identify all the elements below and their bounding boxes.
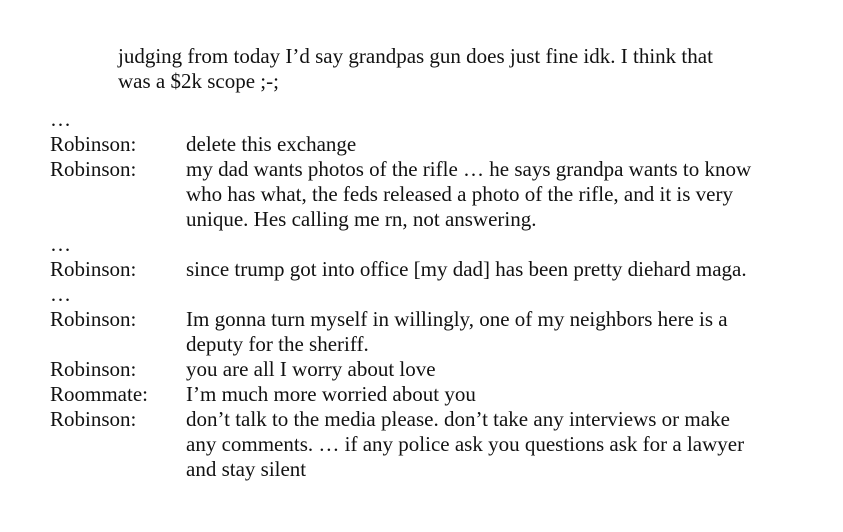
message-text bbox=[186, 407, 840, 482]
speaker-label: Robinson: bbox=[50, 307, 137, 331]
message-text-line: Im gonna turn myself in willingly, one of my neighbors here is a bbox=[186, 307, 728, 331]
message-text-line: my dad wants photos of the rifle … he says grandpa wants to know bbox=[186, 157, 752, 181]
intro-line: was a $2k scope ;-; bbox=[118, 69, 279, 93]
message-line bbox=[50, 157, 840, 232]
ellipsis-separator: … bbox=[50, 107, 71, 131]
message-text bbox=[186, 307, 840, 357]
message-transcript bbox=[50, 107, 840, 482]
message-line bbox=[50, 307, 840, 357]
message-text bbox=[186, 257, 840, 282]
message-text-line: and stay silent bbox=[186, 457, 307, 481]
speaker-label: Robinson: bbox=[50, 407, 137, 431]
speaker-label: Robinson: bbox=[50, 157, 137, 181]
message-text-line: unique. Hes calling me rn, not answering. bbox=[186, 207, 537, 231]
speaker-label: Robinson: bbox=[50, 132, 137, 156]
message-text-line: don’t talk to the media please. don’t take any interviews or make bbox=[186, 407, 730, 431]
message-line bbox=[50, 382, 840, 407]
message-text-line: delete this exchange bbox=[186, 132, 357, 156]
ellipsis-separator: … bbox=[50, 232, 71, 256]
message-line bbox=[50, 357, 840, 382]
ellipsis-separator: … bbox=[50, 282, 71, 306]
message-text-line: who has what, the feds released a photo of the rifle, and it is very bbox=[186, 182, 733, 206]
message-text bbox=[186, 382, 840, 407]
message-text-line: I’m much more worried about you bbox=[186, 382, 476, 406]
message-text bbox=[186, 357, 840, 382]
message-text-line: you are all I worry about love bbox=[186, 357, 436, 381]
message-line bbox=[50, 257, 840, 282]
speaker-label: Robinson: bbox=[50, 357, 137, 381]
intro-paragraph bbox=[118, 44, 818, 94]
message-text-line: any comments. … if any police ask you questions ask for a lawyer bbox=[186, 432, 745, 456]
message-text bbox=[186, 132, 840, 157]
speaker-label: Robinson: bbox=[50, 257, 137, 281]
message-line bbox=[50, 407, 840, 482]
intro-line: judging from today I’d say grandpas gun does just fine idk. I think that bbox=[118, 44, 713, 68]
message-line bbox=[50, 132, 840, 157]
message-text bbox=[186, 157, 840, 232]
message-text-line: since trump got into office [my dad] has been pretty diehard maga. bbox=[186, 257, 747, 281]
message-text-line: deputy for the sheriff. bbox=[186, 332, 369, 356]
speaker-label: Roommate: bbox=[50, 382, 148, 406]
